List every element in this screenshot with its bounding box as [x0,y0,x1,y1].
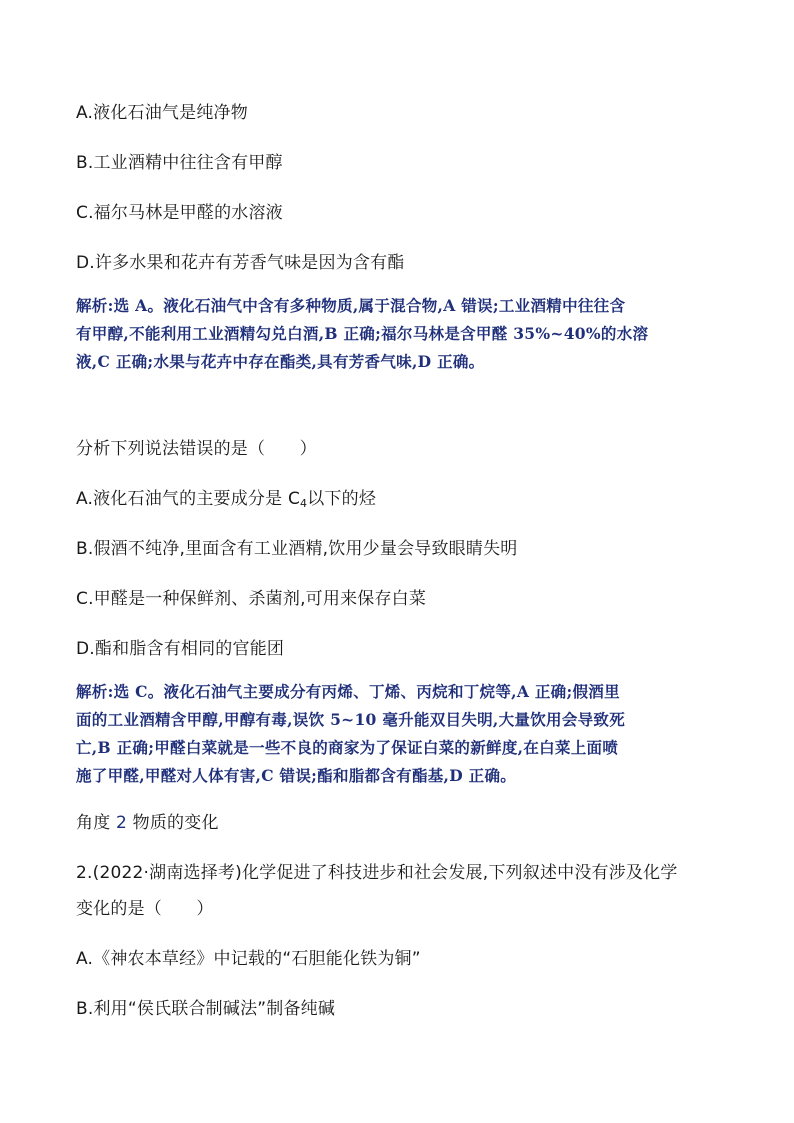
q1-option-b: B.工业酒精中往往含有甲醇 [76,153,283,173]
q2-option-a-prefix: A.液化石油气的主要成分是 C [76,489,301,509]
q3-stem-line-1: 2.(2022·湖南选择考)化学促进了科技进步和社会发展,下列叙述中没有涉及化学 [76,863,678,883]
q2-option-d: D.酯和脂含有相同的官能团 [76,639,285,659]
q2-analysis-line-4: 施了甲醛,甲醛对人体有害,C 错误;酯和脂都含有酯基,D 正确。 [76,766,517,785]
q1-analysis-line-1: 解析:选 A。液化石油气中含有多种物质,属于混合物,A 错误;工业酒精中往往含 [76,296,626,315]
q2-option-c: C.甲醛是一种保鲜剂、杀菌剂,可用来保存白菜 [76,589,427,609]
q3-stem-line-2: 变化的是（ ） [76,899,214,919]
section-title: 物质的变化 [127,813,219,833]
section-heading [76,812,219,834]
q2-analysis-line-3: 亡,B 正确;甲醛白菜就是一些不良的商家为了保证白菜的新鲜度,在白菜上面喷 [76,738,619,757]
q2-analysis-line-1: 解析:选 C。液化石油气主要成分有丙烯、丁烯、丙烷和丁烷等,A 正确;假酒里 [76,682,620,701]
q3-option-a: A.《神农本草经》中记载的“石胆能化铁为铜” [76,949,421,969]
q3-option-b: B.利用“侯氏联合制碱法”制备纯碱 [76,999,336,1019]
q1-analysis [76,292,722,376]
q2-analysis-line-2: 面的工业酒精含甲醇,甲醇有毒,误饮 5~10 毫升能双目失明,大量饮用会导致死 [76,710,626,729]
section-number: 2 [116,813,128,833]
q1-option-c: C.福尔马林是甲醛的水溶液 [76,203,283,223]
q1-analysis-line-3: 液,C 正确;水果与花卉中存在酯类,具有芳香气味,D 正确。 [76,352,485,371]
q1-option-d: D.许多水果和花卉有芳香气味是因为含有酯 [76,253,405,273]
q2-option-b: B.假酒不纯净,里面含有工业酒精,饮用少量会导致眼睛失明 [76,539,518,559]
q2-option-a-suffix: 以下的烃 [307,489,377,509]
q2-option-a [76,488,376,510]
q1-analysis-line-2: 有甲醇,不能利用工业酒精勾兑白酒,B 正确;福尔马林是含甲醛 35%~40%的水溶 [76,324,649,343]
q2-stem: 分析下列说法错误的是（ ） [76,439,317,459]
q1-option-a: A.液化石油气是纯净物 [76,103,248,123]
q2-analysis [76,678,722,790]
section-prefix: 角度 [76,813,117,833]
q2-option-a-subscript: 4 [300,497,308,510]
